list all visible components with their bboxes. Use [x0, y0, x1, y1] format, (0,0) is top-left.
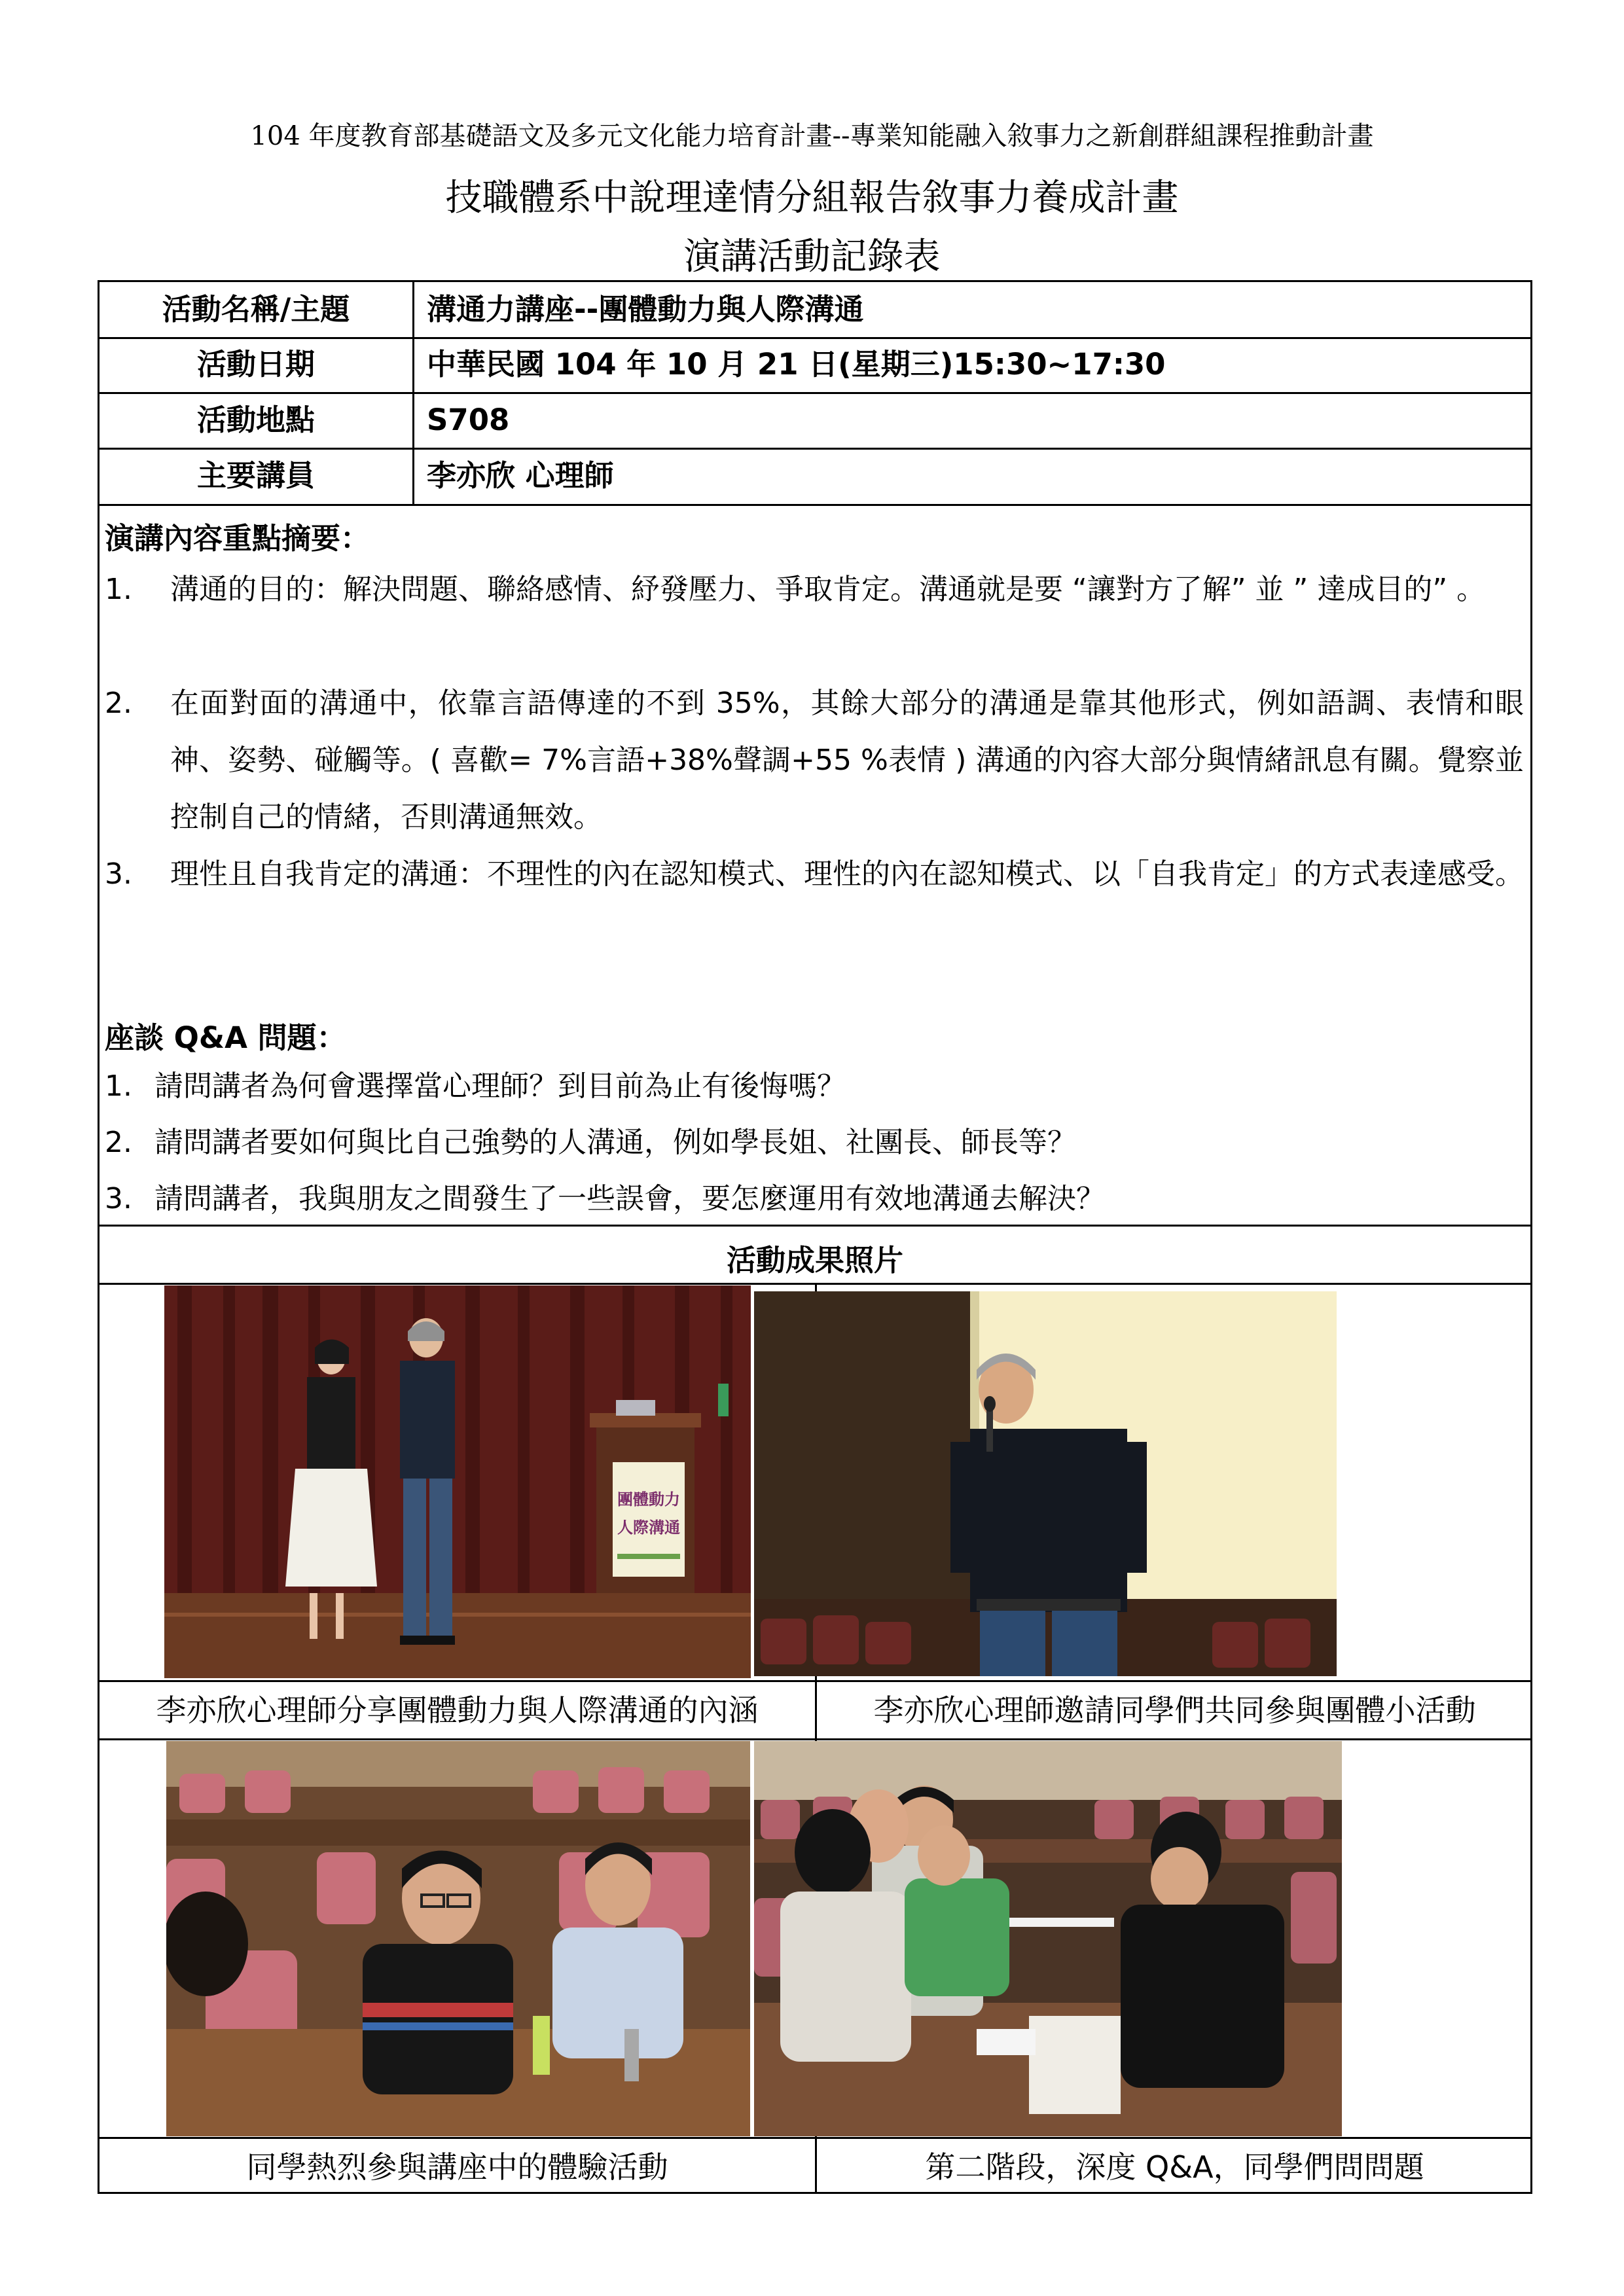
- photo-students-experiential-activity: [166, 1741, 750, 2136]
- qa-title: 座談 Q&A 問題：: [105, 1020, 346, 1055]
- summary-title: 演講內容重點摘要：: [105, 521, 370, 556]
- photo-speaker-with-microphone: [754, 1291, 1337, 1676]
- value-activity-date: 中華民國 104 年 10 月 21 日(星期三)15:30~17:30: [427, 347, 1166, 382]
- form-title: 演講活動記錄表: [683, 236, 941, 278]
- summary-item-text: 溝通的目的：解決問題、聯絡感情、紓發壓力、爭取肯定。溝通就是要 “讓對方了解” 並 ” 達成目的” 。: [170, 573, 1486, 606]
- label-activity-name: 活動名稱/主題: [162, 292, 350, 327]
- qa-item-text: 請問講者，我與朋友之間發生了一些誤會，要怎麼運用有效地溝通去解決？: [154, 1182, 1105, 1215]
- qa-item-number: 2.: [105, 1126, 132, 1159]
- label-activity-location: 活動地點: [196, 403, 315, 437]
- photo-speakers-on-stage: [164, 1285, 751, 1678]
- header-line-1: 104 年度教育部基礎語文及多元文化能力培育計畫--專業知能融入敘事力之新創群組課程推動計畫: [250, 121, 1374, 151]
- qa-item-text: 請問講者要如何與比自己強勢的人溝通，例如學長姐、社團長、師長等？: [154, 1126, 1076, 1159]
- value-speaker: 李亦欣 心理師: [427, 458, 614, 493]
- qa-item-text: 請問講者為何會選擇當心理師？到目前為止有後悔嗎？: [154, 1069, 846, 1103]
- caption-photo-4: 第二階段，深度 Q&A，同學們問問題: [925, 2149, 1424, 2185]
- caption-photo-1: 李亦欣心理師分享團體動力與人際溝通的內涵: [156, 1693, 759, 1728]
- qa-item: [105, 1062, 846, 1104]
- value-activity-name: 溝通力講座--團體動力與人際溝通: [427, 292, 864, 327]
- summary-item-text: 在面對面的溝通中，依靠言語傳達的不到 35%，其餘大部分的溝通是靠其他形式，例如語調、表情和眼神、姿勢、碰觸等。( 喜歡= 7%言語+38%聲調+55 %表情 ) 溝通的內容大部分與情緒訊息有關。覺察並控制自己的情緒，否則溝通無效。: [170, 687, 1524, 834]
- value-activity-location: S708: [427, 403, 510, 437]
- summary-item-text: 理性且自我肯定的溝通：不理性的內在認知模式、理性的內在認知模式、以「自我肯定」的方式表達感受。: [170, 857, 1524, 891]
- qa-item-number: 3.: [105, 1182, 132, 1215]
- label-activity-date: 活動日期: [196, 347, 315, 382]
- summary-item-number: 3.: [105, 857, 132, 891]
- document-title: 技職體系中說理達情分組報告敘事力養成計畫: [445, 177, 1179, 219]
- poster-title-line-1: 團體動力: [617, 1490, 680, 1509]
- row-divider: [99, 504, 1530, 506]
- column-divider: [412, 282, 414, 504]
- label-speaker: 主要講員: [196, 458, 315, 493]
- caption-photo-3: 同學熱烈參與講座中的體驗活動: [246, 2149, 668, 2185]
- summary-item-number: 1.: [105, 573, 132, 606]
- photo-students-qa: [754, 1741, 1342, 2136]
- qa-item: [105, 1175, 1105, 1217]
- qa-item: [105, 1119, 1076, 1160]
- photos-title: 活動成果照片: [726, 1243, 903, 1278]
- row-divider: [99, 1225, 1530, 1227]
- poster-title-line-2: 人際溝通: [617, 1518, 680, 1537]
- caption-photo-2: 李亦欣心理師邀請同學們共同參與團體小活動: [873, 1693, 1476, 1728]
- qa-item-number: 1.: [105, 1069, 132, 1103]
- summary-item-number: 2.: [105, 687, 132, 720]
- record-table: [98, 280, 1532, 2194]
